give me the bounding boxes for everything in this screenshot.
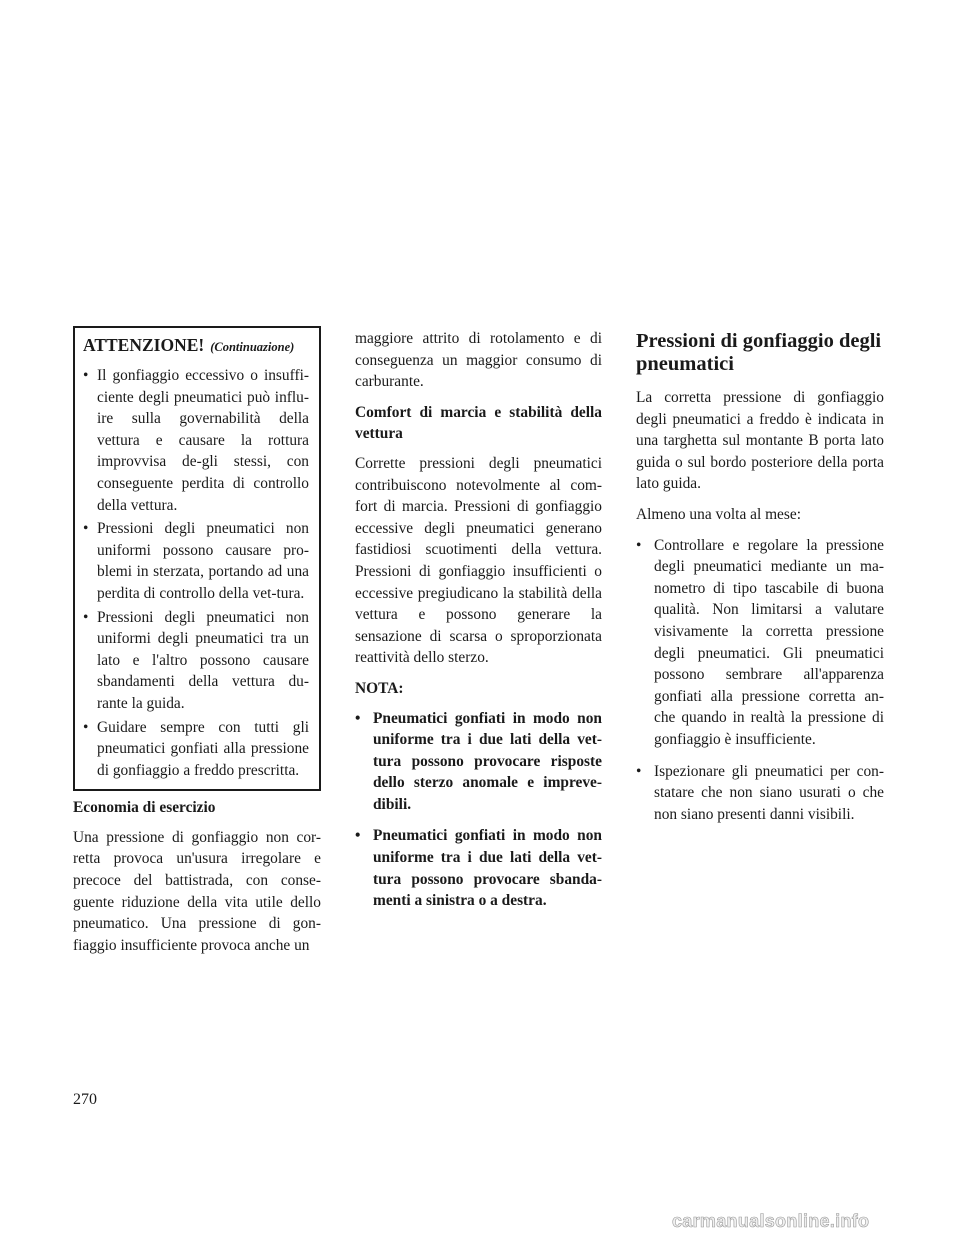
check-item xyxy=(636,535,884,751)
bullet-icon: • xyxy=(355,827,361,845)
comfort-text: Corrette pressioni degli pneumatici contribuiscono notevolmente al com-fort di marcia. Pressioni di gonfiaggio eccessive degli pneumatici generano fastidiosi scuotimenti della vettura. Pressioni di gonfiaggio insufficienti o eccessive pregiudicano la stabilità della vettura e possono generare la sensazione di scarsa o sproporzionata reattività dello sterzo. xyxy=(355,454,602,667)
section-heading: Pressioni di gonfiaggio degli pneumatici xyxy=(636,330,882,375)
warning-item-text: Il gonfiaggio eccessivo o insuffi-ciente degli pneumatici può influ-ire sulla governabilità della vettura e causare la rottura improvvisa de-gli stessi, con conseguente perdita di controllo della vettura. xyxy=(97,367,309,514)
bullet-icon: • xyxy=(83,608,89,626)
continued-text: maggiore attrito di rotolamento e di conseguenza un maggior consumo di carburante. xyxy=(355,330,602,391)
warning-item-text: Pressioni degli pneumatici non uniformi possono causare pro-blemi in sterzata, portando ad una perdita di controllo della vet-tura. xyxy=(97,520,309,602)
note-item-text: Pneumatici gonfiati in modo non uniforme tra i due lati della vet-tura possono provocare risposte dello sterzo anomale e impreve-dibili. xyxy=(373,709,602,813)
column-right xyxy=(636,330,884,835)
warning-item-text: Guidare sempre con tutti gli pneumatici gonfiati alla pressione di gonfiaggio a freddo prescritta. xyxy=(97,718,309,779)
warning-item-text: Pressioni degli pneumatici non uniformi degli pneumatici tra un lato e l'altro possono causare sbandamenti della vettura du-rante la guida. xyxy=(97,608,309,712)
page-number: 270 xyxy=(73,1091,97,1108)
bullet-icon: • xyxy=(636,762,642,780)
economy-text: Una pressione di gonfiaggio non cor-retta provoca un'usura irregolare e precoce del battistrada, con conse-guente riduzione della vita utile dello pneumatico. Una pressione di gon-fiaggio insufficiente provoca anche un xyxy=(73,828,321,954)
warning-item xyxy=(83,607,309,715)
check-item-text: Ispezionare gli pneumatici per con-statare che non siano usurati o che non siano presenti danni visibili. xyxy=(654,762,884,823)
monthly-label: Almeno una volta al mese: xyxy=(636,505,801,523)
note-item-text: Pneumatici gonfiati in modo non uniforme tra i due lati della vet-tura possono provocare sbanda-menti a sinistra o a destra. xyxy=(373,827,602,910)
check-list xyxy=(636,535,884,826)
warning-item xyxy=(83,717,309,782)
continuation-label: (Continuazione) xyxy=(210,340,295,354)
note-item xyxy=(355,708,602,816)
note-item xyxy=(355,825,602,911)
bullet-icon: • xyxy=(636,536,642,554)
warning-box xyxy=(73,326,321,791)
check-item-text: Controllare e regolare la pressione degli pneumatici mediante un ma-nometro di tipo tascabile di buona qualità. Non limitarsi a valutare visivamente la corretta pressione degli pneumatici. Gli pneumatici possono sembrare all'apparenza gonfiati alla pressione corretta an-che quando in realtà la pressione di gonfiaggio è insufficiente. xyxy=(654,536,884,748)
check-item xyxy=(636,761,884,826)
note-list xyxy=(355,708,602,912)
column-middle xyxy=(355,328,602,922)
bullet-icon: • xyxy=(83,520,89,538)
bullet-icon: • xyxy=(83,367,89,384)
bullet-icon: • xyxy=(355,709,361,727)
warning-heading xyxy=(83,334,309,358)
warning-title: ATTENZIONE! xyxy=(83,335,205,355)
warning-item xyxy=(83,518,309,604)
economy-heading: Economia di esercizio xyxy=(73,799,216,817)
note-label: NOTA: xyxy=(355,679,404,697)
column-left xyxy=(73,326,321,956)
bullet-icon: • xyxy=(83,718,89,736)
comfort-heading: Comfort di marcia e stabilità della vettura xyxy=(355,403,602,443)
watermark-text: carmanualsonline.info xyxy=(672,1211,870,1231)
intro-text: La corretta pressione di gonfiaggio degli pneumatici a freddo è indicata in una targhetta sul montante B porta lato guida o sul bordo posteriore della porta lato guida. xyxy=(636,389,884,493)
warning-list xyxy=(83,365,309,781)
warning-item xyxy=(83,365,309,516)
